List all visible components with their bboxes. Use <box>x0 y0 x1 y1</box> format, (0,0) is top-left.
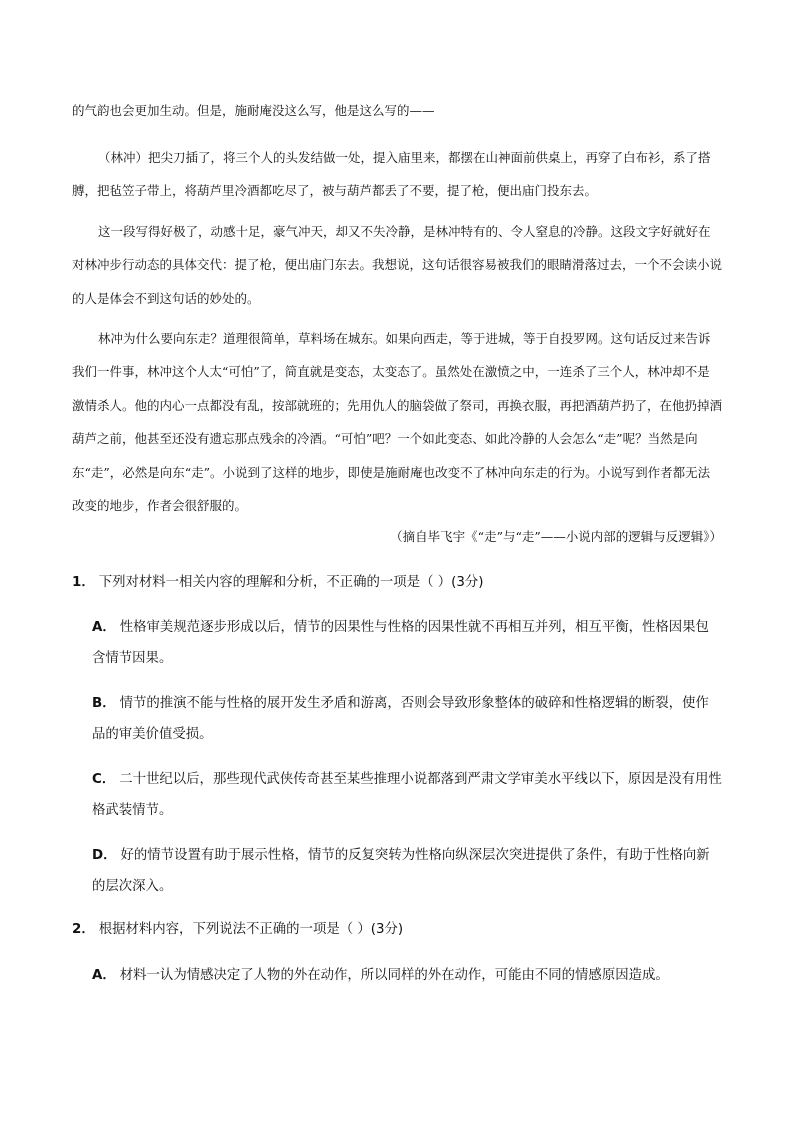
question-1 <box>72 572 722 594</box>
option-text: 好的情节设置有助于展示性格，情节的反复突转为性格向纵深层次突进提供了条件，有助于性格向新的层次深入。 <box>92 848 710 894</box>
option-label: C． <box>92 772 116 787</box>
question-number: 2． <box>72 922 95 937</box>
option-text: 情节的推演不能与性格的展开发生矛盾和游离，否则会导致形象整体的破碎和性格逻辑的断裂，使作品的审美价值受损。 <box>92 696 709 742</box>
passage-quote-paragraph: （林冲）把尖刀插了，将三个人的头发结做一处，提入庙里来，都摆在山神面前供桌上，再穿了白布衫，系了搭膊，把毡笠子带上，将葫芦里冷酒都吃尽了，被与葫芦都丢了不要，提了枪，便出庙门投东去。 <box>72 150 711 199</box>
question-number: 1． <box>72 575 95 590</box>
question-stem: 下列对材料一相关内容的理解和分析，不正确的一项是（ ）(3分) <box>98 575 484 590</box>
option-text: 材料一认为情感决定了人物的外在动作，所以同样的外在动作，可能由不同的情感原因造成。 <box>119 968 669 983</box>
question-1-option-b <box>92 688 722 750</box>
option-label: A． <box>92 968 116 983</box>
question-1-option-a <box>92 612 722 674</box>
passage-paragraph-2: 这一段写得好极了，动感十足，豪气冲天，却又不失冷静，是林冲特有的、令人窒息的冷静。这段文字好就好在对林冲步行动态的具体交代：提了枪，便出庙门东去。我想说，这句话很容易被我们的眼睛滑落过去，一个不会读小说的人是体会不到这句话的妙处的。 <box>72 224 723 306</box>
question-2 <box>72 919 722 941</box>
question-1-option-c <box>92 764 722 826</box>
option-text: 性格审美规范逐步形成以后，情节的因果性与性格的因果性就不再相互并列，相互平衡，性格因果包含情节因果。 <box>92 620 709 666</box>
option-label: D． <box>92 848 117 863</box>
option-label: B． <box>92 696 116 711</box>
option-label: A． <box>92 620 116 635</box>
option-text: 二十世纪以后，那些现代武侠传奇甚至某些推理小说都落到严肃文学审美水平线以下，原因是没有用性格武装情节。 <box>92 772 722 818</box>
passage-paragraph-0: 的气韵也会更加生动。但是，施耐庵没这么写，他是这么写的—— <box>72 103 435 118</box>
question-1-option-d <box>92 840 722 902</box>
question-stem: 根据材料内容，下列说法不正确的一项是（ ）(3分) <box>98 922 404 937</box>
passage-paragraph-3: 林冲为什么要向东走？道理很简单，草料场在城东。如果向西走，等于进城，等于自投罗网。这句话反过来告诉我们一件事，林冲这个人太“可怕”了，简直就是变态，太变态了。虽然处在激愤之中，一连杀了三个人，林冲却不是激情杀人。他的内心一点都没有乱，按部就班的；先用仇人的脑袋做了祭司，再换衣服，再把酒葫芦扔了，在他扔掉酒葫芦之前，他甚至还没有遗忘那点残余的冷酒。“可怕”吧？一个如此变态、如此冷静的人会怎么“走”呢？当然是向东“走”，必然是向东“走”。小说到了这样的地步，即使是施耐庵也改变不了林冲向东走的行为。小说写到作者都无法改变的地步，作者会很舒服的。 <box>72 331 723 514</box>
passage-source: （摘自毕飞宇《“走”与“走”——小说内部的逻辑与反逻辑》） <box>390 529 722 544</box>
question-2-option-a <box>92 960 722 991</box>
